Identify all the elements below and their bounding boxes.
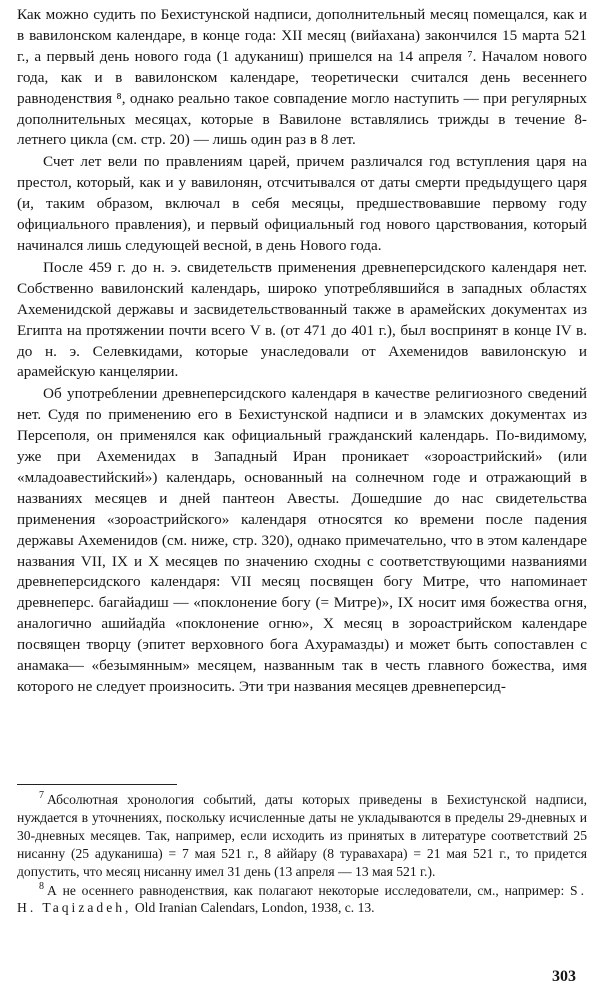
paragraph-2: Счет лет вели по правлениям царей, причем различался год вступления царя на престол, который, как и у вавилонян, отсчитывался от даты смерти предыдущего царя (и, таким образом, включал в себя месяцы, предшествовавшие первому году официального правления), и первый официальный год нового царствования, который начинался лишь следующей весной, в день Нового года. <box>17 153 587 254</box>
footnote-author: S. H. Taqizadeh, <box>17 882 587 916</box>
main-text <box>17 5 587 698</box>
paragraph-3: После 459 г. до н. э. свидетельств применения древнеперсидского календаря нет. Собственно вавилонский календарь, широко употреблявшийся в западных областях Ахеменидской державы и засвидетельствованный также в арамейских документах из Египта на протяжении почти всего V в. (от 471 до 401 г.), был воспринят в конце IV в. до н. э. Селевкидами, которые унаследовали от Ахеменидов вавилонскую и арамейскую канцелярии. <box>17 258 587 381</box>
footnote-text: А не осеннего равноденствия, как полагают некоторые исследователи, см., например: <box>47 882 565 898</box>
footnote-8 <box>17 882 587 918</box>
footnote-7 <box>17 791 587 881</box>
page-number: 303 <box>552 968 576 985</box>
footnote-text: Абсолютная хронология событий, даты которых приведены в Бехистунской надписи, нуждается в уточнениях, поскольку исчисленные даты не укладываются в пределы 29-дневных и 30-дневных месяцев. Так, например, если исходить из принятых в литературе соответствий 25 нисанну (25 адуканиша) = 7 мая 521 г., 8 аййару (8 туравахара) = 21 мая 521 г., то придется допустить, что месяц нисанну имел 31 день (13 апреля — 13 мая 521 г.). <box>17 792 587 879</box>
footnotes <box>17 791 587 917</box>
footnote-number: 8 <box>39 881 44 892</box>
paragraph-1: Как можно судить по Бехистунской надписи, дополнительный месяц помещался, как и в вавилонском календаре, в конце года: XII месяц (вийахана) закончился 15 марта 521 г., а первый день нового года (1 адуканиш) пришелся на 14 апреля ⁷. Началом нового года, как и в вавилонском календаре, теоретически считался день весеннего равноденствия ⁸, однако реально такое совпадение могло наступить — при регулярных дополнительных месяцах, которые в Вавилоне вставлялись трижды в течение 8-летнего цикла (см. стр. 20) — лишь один раз в 8 лет. <box>17 6 587 149</box>
footnote-number: 7 <box>39 790 44 802</box>
footnote-separator <box>17 784 177 785</box>
paragraph-4: Об употреблении древнеперсидского календаря в качестве религиозного сведений нет. Судя по применению его в Бехистунской надписи и в эламских документах из Персеполя, он применялся как официальный гражданский календарь. По-видимому, уже при Ахеменидах в Западный Иран проникает «зороастрийский» (или «младоавестийский») календарь, основанный на солнечном годе и отражающий в названиях месяцев и дней пантеон Авесты. Дошедшие до нас свидетельства применения «зороастрийского» календаря относятся ко времени после падения державы Ахеменидов (см. ниже, стр. 320), однако примечательно, что в этом календаре названия VII, IX и X месяцев по значению сходны с соответствующими названиями древнеперсидского календаря: VII месяц посвящен богу Митре, что напоминает древнеперс. багайадиш — «поклонение богу (= Митре)», IX носит имя божества огня, аналогично ашийадйа «поклонение огню», X месяц в зороастрийском календаре посвящен творцу (эпитет верховного бога Ахурамазды) и может быть сопоставлен с анамака— «безымянным» месяцем, названным так в честь главного божества, имя которого не следует произносить. Эти три названия месяцев древнеперсид- <box>17 385 587 695</box>
footnote-citation: Old Iranian Calendars, London, 1938, с. 13. <box>134 900 375 916</box>
